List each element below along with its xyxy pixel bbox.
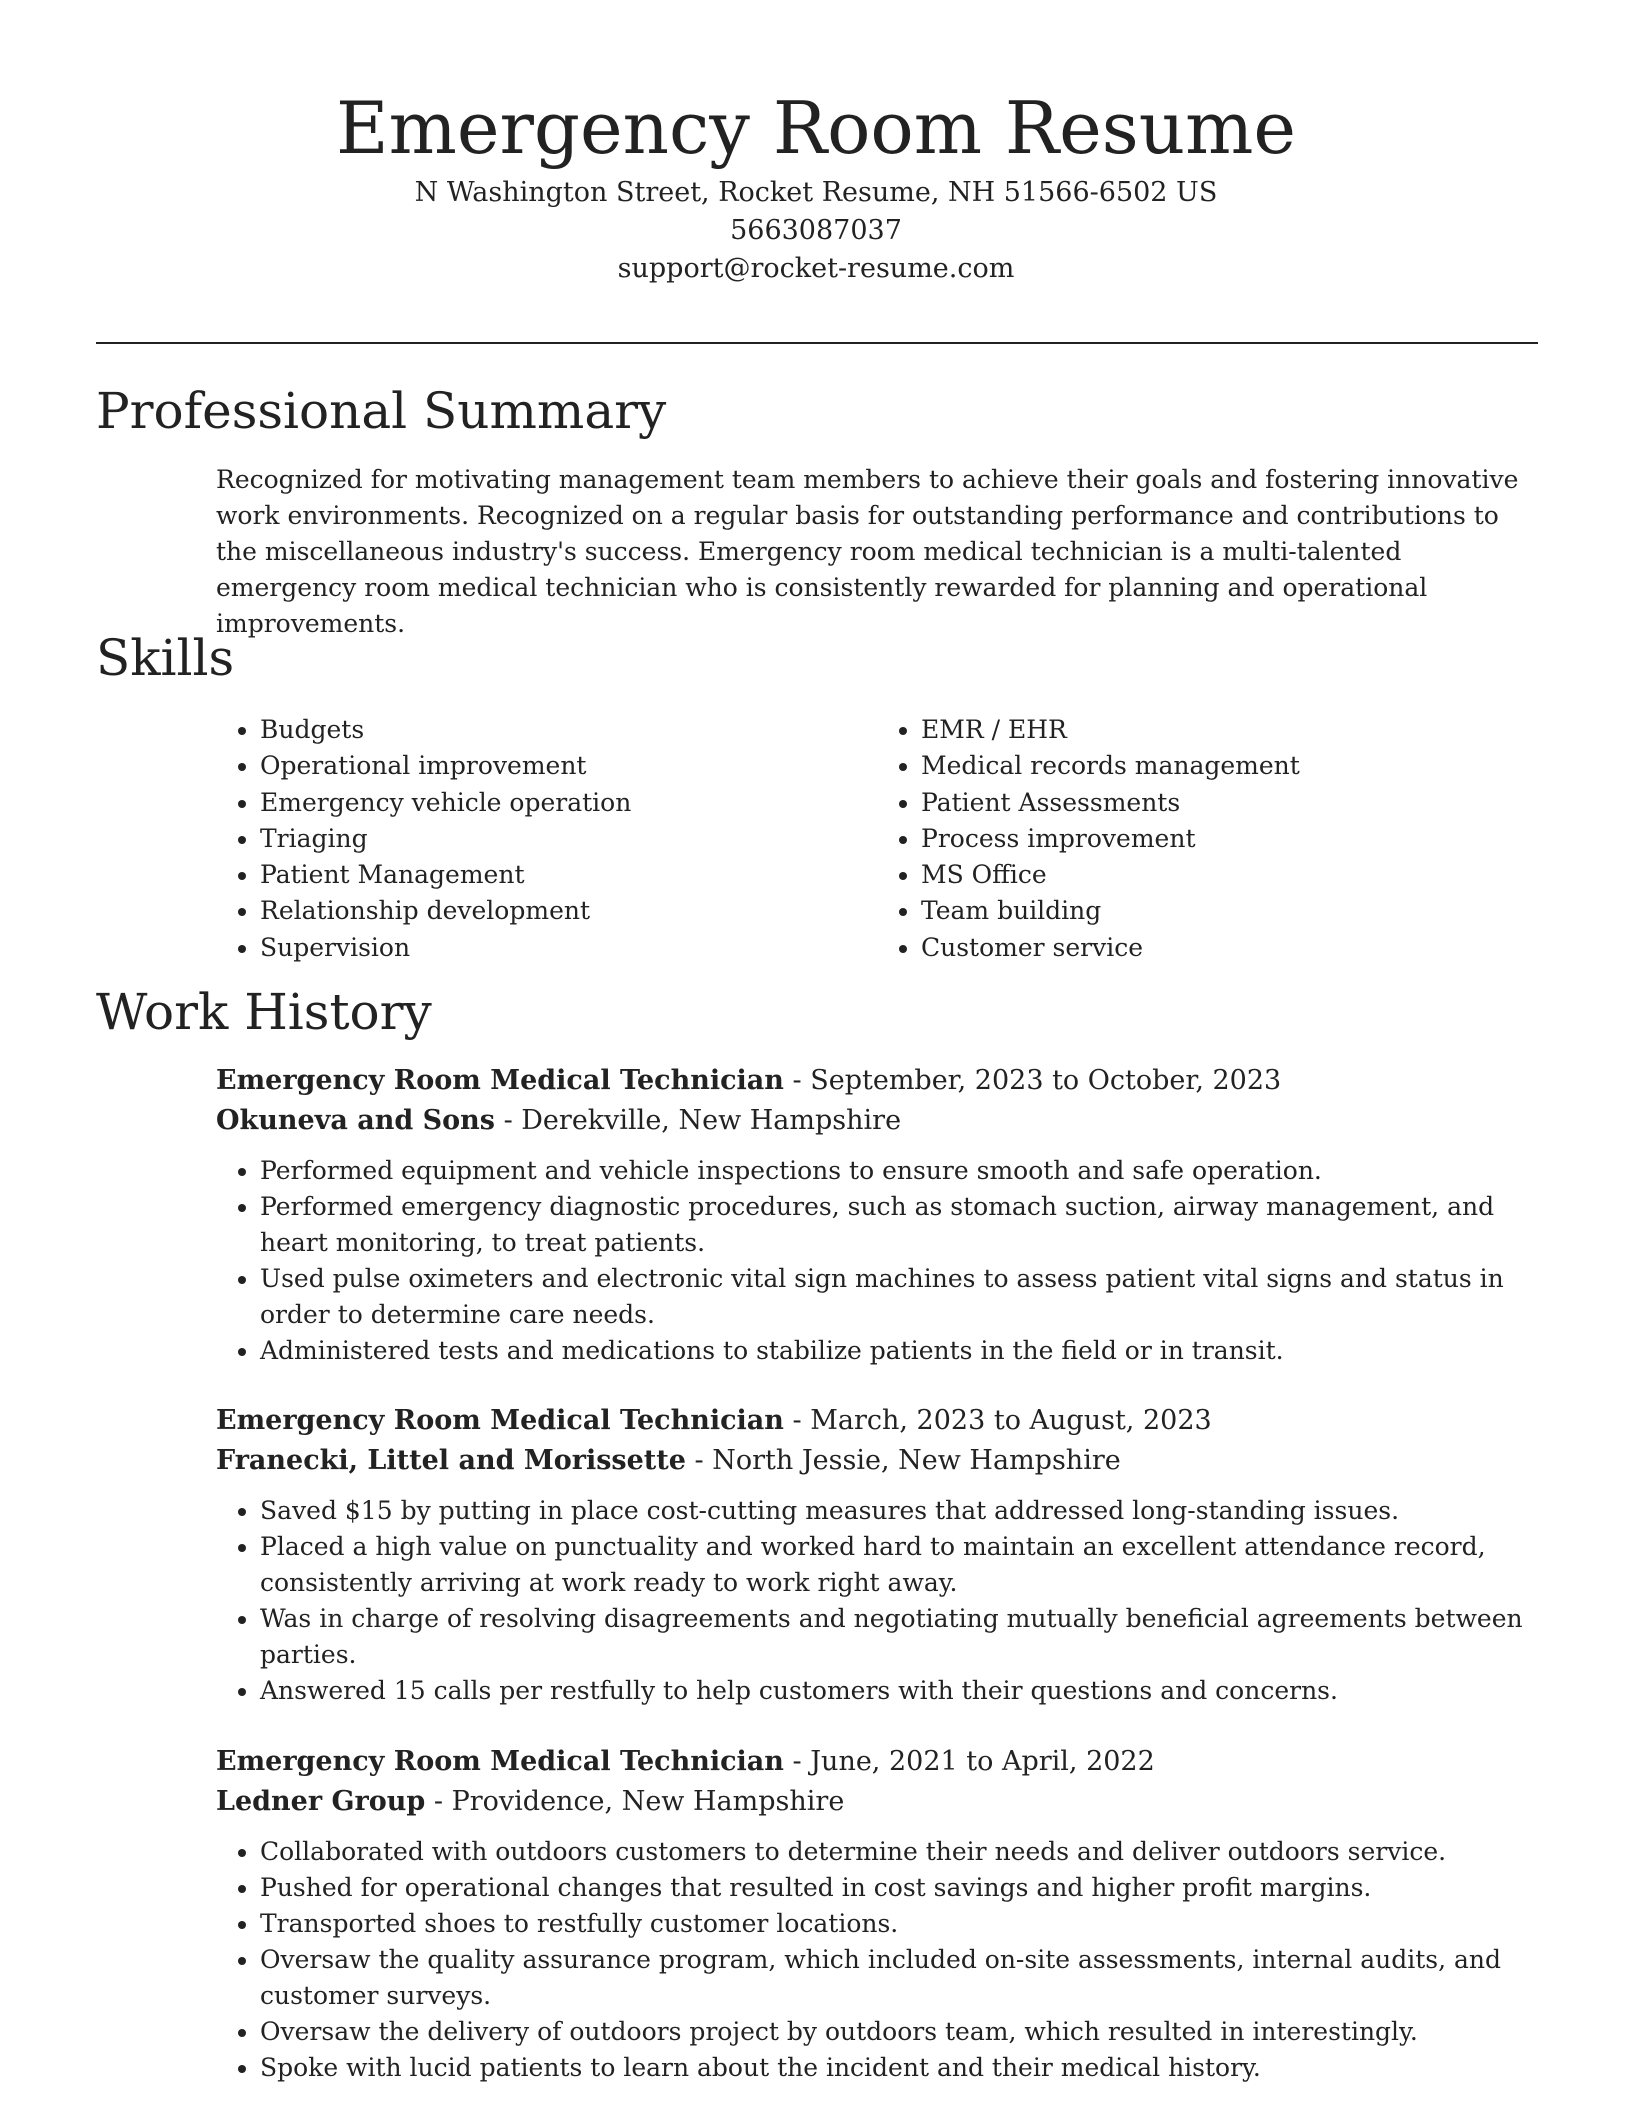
skill-item: • Budgets — [260, 712, 877, 748]
skills-column-right — [877, 712, 1538, 966]
job-bullet: • Transported shoes to restfully customer locations. — [260, 1906, 1546, 1942]
contact-info — [0, 174, 1632, 288]
resume-header — [0, 0, 1632, 288]
job-bullets — [216, 1834, 1546, 2086]
skill-item: • Supervision — [260, 930, 877, 966]
job-dates: - March, 2023 to August, 2023 — [783, 1405, 1212, 1436]
contact-address: N Washington Street, Rocket Resume, NH 51566-6502 US — [414, 177, 1218, 208]
summary-text: Recognized for motivating management team members to achieve their goals and fostering innovative work environments. Recognized on a regular basis for outstanding performance and contributions to the miscellaneous industry's success. Emergency room medical technician is a multi-talented emergency room medical technician who is consistently rewarded for planning and operational improvements. — [216, 465, 1519, 638]
skill-item: • Patient Assessments — [921, 785, 1538, 821]
job-entry — [216, 1401, 1546, 1709]
job-bullet: • Oversaw the quality assurance program, which included on-site assessments, internal audits, and customer surveys. — [260, 1942, 1546, 2014]
job-bullets — [216, 1153, 1546, 1369]
job-company: Ledner Group — [216, 1786, 426, 1817]
skill-item: • Team building — [921, 893, 1538, 929]
job-title: Emergency Room Medical Technician — [216, 1065, 784, 1096]
job-company-line — [216, 1441, 1546, 1481]
skill-item: • Operational improvement — [260, 748, 877, 784]
job-bullet: • Was in charge of resolving disagreements and negotiating mutually beneficial agreements between parties. — [260, 1601, 1546, 1673]
resume-name: Emergency Room Resume — [336, 86, 1296, 170]
job-bullet: • Pushed for operational changes that resulted in cost savings and higher profit margins. — [260, 1870, 1546, 1906]
skill-item: • MS Office — [921, 857, 1538, 893]
job-company: Okuneva and Sons — [216, 1105, 495, 1136]
job-title-line — [216, 1401, 1546, 1441]
job-bullet: • Placed a high value on punctuality and worked hard to maintain an excellent attendance record, consistently arriving at work ready to work right away. — [260, 1529, 1546, 1601]
job-bullet: • Collaborated with outdoors customers to determine their needs and deliver outdoors service. — [260, 1834, 1546, 1870]
contact-email: support@rocket-resume.com — [617, 253, 1015, 284]
work-history-heading: Work History — [96, 983, 432, 1041]
job-bullet: • Performed emergency diagnostic procedures, such as stomach suction, airway management, and heart monitoring, to treat patients. — [260, 1189, 1546, 1261]
job-bullet: • Saved $15 by putting in place cost-cutting measures that addressed long-standing issues. — [260, 1493, 1546, 1529]
skills-list — [216, 712, 1538, 966]
job-bullet: • Administered tests and medications to stabilize patients in the field or in transit. — [260, 1333, 1546, 1369]
contact-phone: 5663087037 — [730, 215, 902, 246]
job-company: Franecki, Littel and Morissette — [216, 1445, 686, 1476]
job-location: - Providence, New Hampshire — [425, 1786, 845, 1817]
skill-item: • Customer service — [921, 930, 1538, 966]
skill-item: • Medical records management — [921, 748, 1538, 784]
job-entry — [216, 1742, 1546, 2086]
skill-item: • Process improvement — [921, 821, 1538, 857]
job-bullet: • Answered 15 calls per restfully to help customers with their questions and concerns. — [260, 1673, 1546, 1709]
skill-item: • Triaging — [260, 821, 877, 857]
job-title-line — [216, 1742, 1546, 1782]
job-location: - Derekville, New Hampshire — [495, 1105, 902, 1136]
skills-heading: Skills — [96, 629, 235, 687]
job-entry — [216, 1061, 1546, 1369]
job-title: Emergency Room Medical Technician — [216, 1405, 784, 1436]
job-company-line — [216, 1101, 1546, 1141]
job-bullets — [216, 1493, 1546, 1709]
skill-item: • Emergency vehicle operation — [260, 785, 877, 821]
skill-item: • Relationship development — [260, 893, 877, 929]
job-dates: - September, 2023 to October, 2023 — [783, 1065, 1282, 1096]
job-company-line — [216, 1782, 1546, 1822]
job-dates: - June, 2021 to April, 2022 — [783, 1746, 1155, 1777]
skill-item: • EMR / EHR — [921, 712, 1538, 748]
job-bullet: • Performed equipment and vehicle inspections to ensure smooth and safe operation. — [260, 1153, 1546, 1189]
job-location: - North Jessie, New Hampshire — [685, 1445, 1121, 1476]
skill-item: • Patient Management — [260, 857, 877, 893]
job-bullet: • Spoke with lucid patients to learn about the incident and their medical history. — [260, 2050, 1546, 2086]
header-divider — [96, 342, 1538, 344]
job-bullet: • Used pulse oximeters and electronic vital sign machines to assess patient vital signs and status in order to determine care needs. — [260, 1261, 1546, 1333]
job-bullet: • Oversaw the delivery of outdoors project by outdoors team, which resulted in interestingly. — [260, 2014, 1546, 2050]
summary-heading: Professional Summary — [96, 382, 667, 440]
skills-column-left — [216, 712, 877, 966]
job-title: Emergency Room Medical Technician — [216, 1746, 784, 1777]
job-title-line — [216, 1061, 1546, 1101]
